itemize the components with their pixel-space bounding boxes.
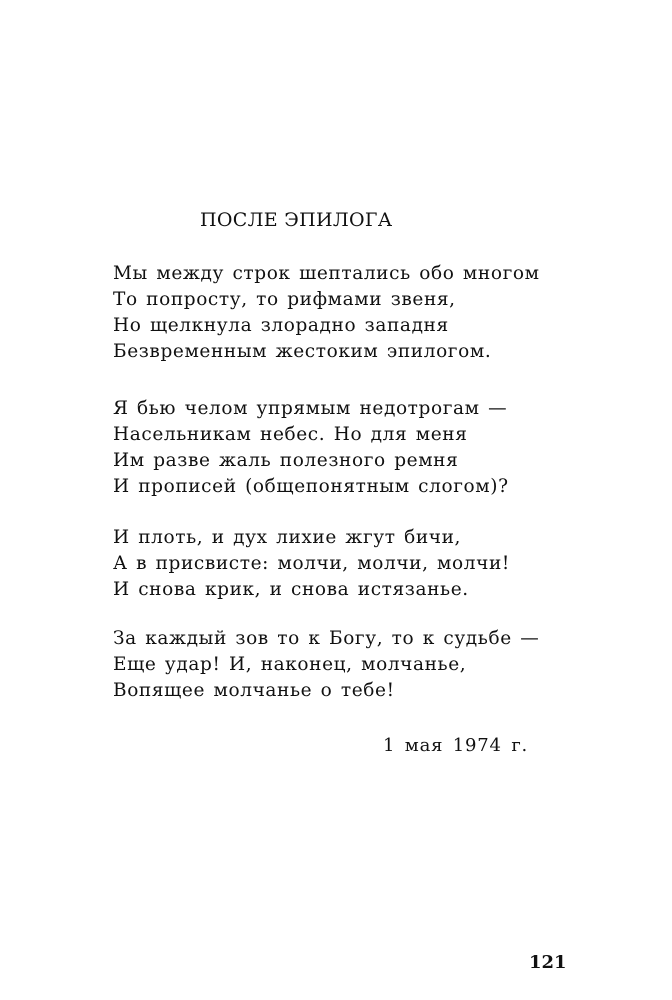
poem-line: Мы между строк шептались обо многом bbox=[113, 263, 540, 284]
poem-title: ПОСЛЕ ЭПИЛОГА bbox=[200, 209, 393, 231]
poem-line: Им разве жаль полезного ремня bbox=[113, 450, 459, 471]
poem-line: За каждый зов то к Богу, то к судьбе — bbox=[113, 628, 540, 649]
poem-line: То попросту, то рифмами звеня, bbox=[113, 289, 456, 310]
poem-line: И прописей (общепонятным слогом)? bbox=[113, 476, 509, 497]
stanza-2 bbox=[113, 396, 509, 500]
poem-line: Еще удар! И, наконец, молчанье, bbox=[113, 654, 467, 675]
poem-line: Вопящее молчанье о тебе! bbox=[113, 680, 395, 701]
stanza-3 bbox=[113, 525, 510, 603]
poem-date: 1 мая 1974 г. bbox=[383, 735, 529, 756]
poem-line: Но щелкнула злорадно западня bbox=[113, 315, 449, 336]
stanza-1 bbox=[113, 261, 540, 365]
poem-line: А в присвисте: молчи, молчи, молчи! bbox=[113, 553, 510, 574]
poem-line: И снова крик, и снова истязанье. bbox=[113, 579, 469, 600]
poem-line: Безвременным жестоким эпилогом. bbox=[113, 341, 492, 362]
poem-line: И плоть, и дух лихие жгут бичи, bbox=[113, 527, 461, 548]
poem-line: Я бью челом упрямым недотрогам — bbox=[113, 398, 508, 419]
page-number: 121 bbox=[529, 952, 567, 973]
stanza-4 bbox=[113, 626, 539, 704]
poem-line: Насельникам небес. Но для меня bbox=[113, 424, 468, 445]
